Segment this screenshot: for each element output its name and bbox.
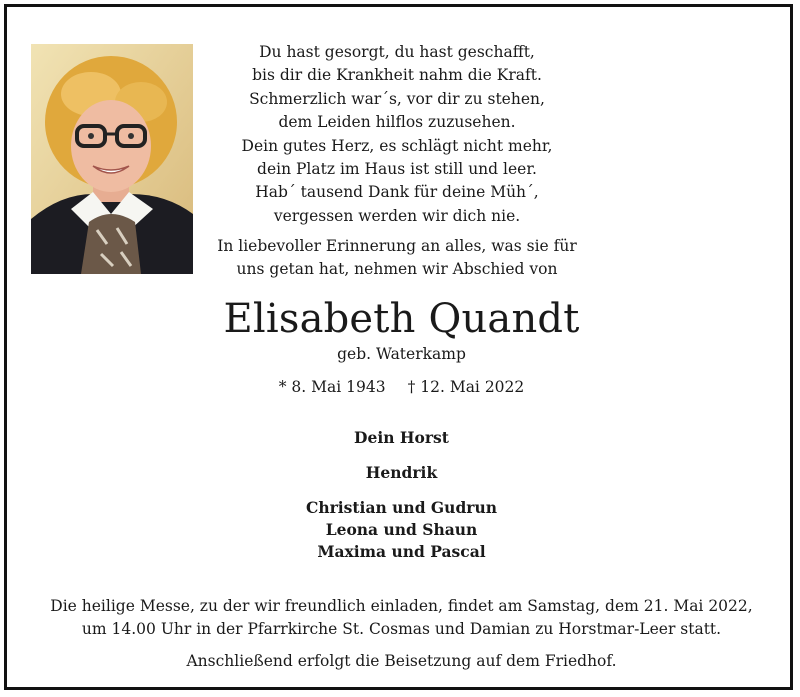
mourner-group bbox=[7, 462, 796, 484]
maiden-name: geb. Waterkamp bbox=[337, 345, 466, 363]
death-date: † 12. Mai 2022 bbox=[407, 378, 525, 396]
mourner-group bbox=[7, 497, 796, 563]
obituary-frame bbox=[4, 4, 793, 690]
poem-line: dein Platz im Haus ist still und leer. bbox=[257, 160, 537, 179]
poem-line: bis dir die Krankheit nahm die Kraft. bbox=[252, 66, 542, 85]
mourner-name: Maxima und Pascal bbox=[317, 542, 486, 561]
mourner-name: Dein Horst bbox=[354, 428, 449, 447]
mourner-name: Christian und Gudrun bbox=[306, 498, 497, 517]
poem-line: Du hast gesorgt, du hast geschafft, bbox=[259, 43, 535, 61]
portrait-photo bbox=[31, 44, 193, 274]
deceased-name: Elisabeth Quandt bbox=[223, 296, 580, 342]
poem-line: Schmerzlich war´s, vor dir zu stehen, bbox=[249, 89, 545, 108]
poem-line: Dein gutes Herz, es schlägt nicht mehr, bbox=[241, 136, 553, 155]
mourner-name: Hendrik bbox=[365, 463, 438, 482]
burial-info: Anschließend erfolgt die Beisetzung auf dem Friedhof. bbox=[186, 652, 617, 670]
farewell-intro bbox=[213, 235, 581, 281]
service-line: um 14.00 Uhr in der Pfarrkirche St. Cosmas und Damian zu Horstmar-Leer statt. bbox=[81, 620, 722, 638]
service-info bbox=[7, 595, 796, 641]
mourner-group bbox=[7, 427, 796, 449]
intro-line: uns getan hat, nehmen wir Abschied von bbox=[236, 260, 558, 278]
poem-line: dem Leiden hilflos zuzusehen. bbox=[278, 113, 516, 132]
service-line: Die heilige Messe, zu der wir freundlich einladen, findet am Samstag, dem 21. Mai 2022, bbox=[50, 597, 753, 615]
intro-line: In liebevoller Erinnerung an alles, was sie für bbox=[217, 237, 577, 255]
poem-line: vergessen werden wir dich nie. bbox=[273, 206, 521, 225]
mourners-list bbox=[7, 427, 796, 576]
birth-date: * 8. Mai 1943 bbox=[278, 378, 386, 396]
mourner-name: Leona und Shaun bbox=[325, 520, 478, 539]
poem-line: Hab´ tausend Dank für deine Müh´, bbox=[255, 183, 539, 202]
life-dates bbox=[7, 376, 796, 398]
poem bbox=[213, 41, 581, 228]
